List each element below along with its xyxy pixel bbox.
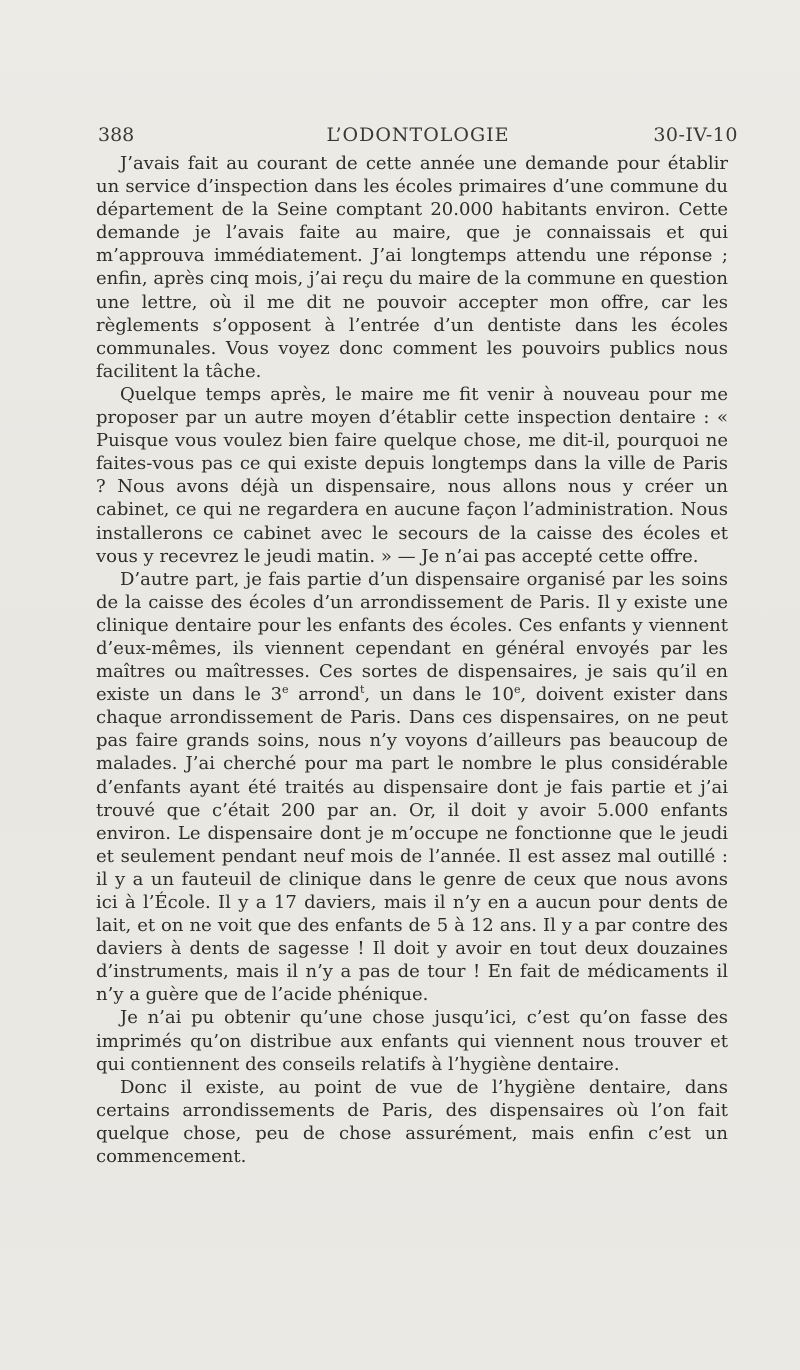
running-title: L’ODONTOLOGIE xyxy=(326,124,510,146)
page-number: 388 xyxy=(98,124,135,146)
paragraph-3-text-b: arrond xyxy=(288,684,360,706)
page-header xyxy=(98,124,738,154)
superscript-e: e xyxy=(513,683,521,697)
paragraph-3 xyxy=(96,568,728,1007)
superscript-e: e xyxy=(282,683,289,697)
superscript-t: t xyxy=(360,683,365,697)
paragraph-1: J’avais fait au courant de cette année une demande pour établir un service d’inspection dans les écoles primaires d’une commune du département de la Seine comptant 20.000 habitants environ. Cette demande je l’avais faite au maire, que je connaissais et qui m’approuva immédiatement. J’ai longtemps attendu une réponse ; enfin, après cinq mois, j’ai reçu du maire de la commune en question une lettre, où il me dit ne pouvoir accepter mon offre, car les règlements s’opposent à l’entrée d’un dentiste dans les écoles communales. Vous voyez donc comment les pouvoirs publics nous facilitent la tâche. xyxy=(96,153,728,382)
body-text xyxy=(96,152,728,1168)
paragraph-4: Je n’ai pu obtenir qu’une chose jusqu’ici, c’est qu’on fasse des imprimés qu’on distribue aux enfants qui viennent nous trouver et qui contiennent des conseils relatifs à l’hygiène dentaire. xyxy=(96,1007,728,1075)
paragraph-3-text-d: , doivent exister dans chaque arrondissement de Paris. Dans ces dispensaires, on ne peut pas faire grands soins, nous n’y voyons d’ailleurs pas beaucoup de malades. J’ai cherché pour ma part le nombre le plus considérable d’enfants ayant été traités au dispensaire dont je fais partie et j’ai trouvé que c’était 200 par an. Or, il doit y avoir 5.000 enfants environ. Le dispensaire dont je m’occupe ne fonctionne que le jeudi et seulement pendant neuf mois de l’année. Il est assez mal outillé : il y a un fauteuil de clinique dans le genre de ceux que nous avons ici à l’École. Il y a 17 daviers, mais il n’y en a aucun pour dents de lait, et on ne voit que des enfants de 5 à 12 ans. Il y a par contre des daviers à dents de sagesse ! Il doit y avoir en tout deux douzaines d’instruments, mais il n’y a pas de tour ! En fait de médicaments il n’y a guère que de l’acide phénique. xyxy=(96,684,728,1006)
paragraph-3-text-a: D’autre part, je fais partie d’un dispensaire organisé par les soins de la caisse des écoles d’un arrondissement de Paris. Il y existe une clinique dentaire pour les enfants des écoles. Ces enfants y viennent d’eux-mêmes, ils viennent cependant en général envoyés par les maîtres ou maîtresses. Ces sortes de dispensaires, je sais qu’il en existe un dans le 3 xyxy=(96,568,728,706)
paragraph-3-text-c: , un dans le 10 xyxy=(364,684,514,706)
paragraph-5: Donc il existe, au point de vue de l’hygiène dentaire, dans certains arrondissements de Paris, des dispensaires où l’on fait quelque chose, peu de chose assurément, mais enfin c’est un commencement. xyxy=(96,1076,728,1168)
paragraph-2: Quelque temps après, le maire me fit venir à nouveau pour me proposer par un autre moyen d’établir cette inspection dentaire : « Puisque vous voulez bien faire quelque chose, me dit-il, pourquoi ne faites-vous pas ce qui existe depuis longtemps dans la ville de Paris ? Nous avons déjà un dispensaire, nous allons nous y créer un cabinet, ce qui ne regardera en aucune façon l’administration. Nous installerons ce cabinet avec le secours de la caisse des écoles et vous y recevrez le jeudi matin. » — Je n’ai pas accepté cette offre. xyxy=(96,383,728,567)
issue-date: 30-IV-10 xyxy=(653,124,738,146)
